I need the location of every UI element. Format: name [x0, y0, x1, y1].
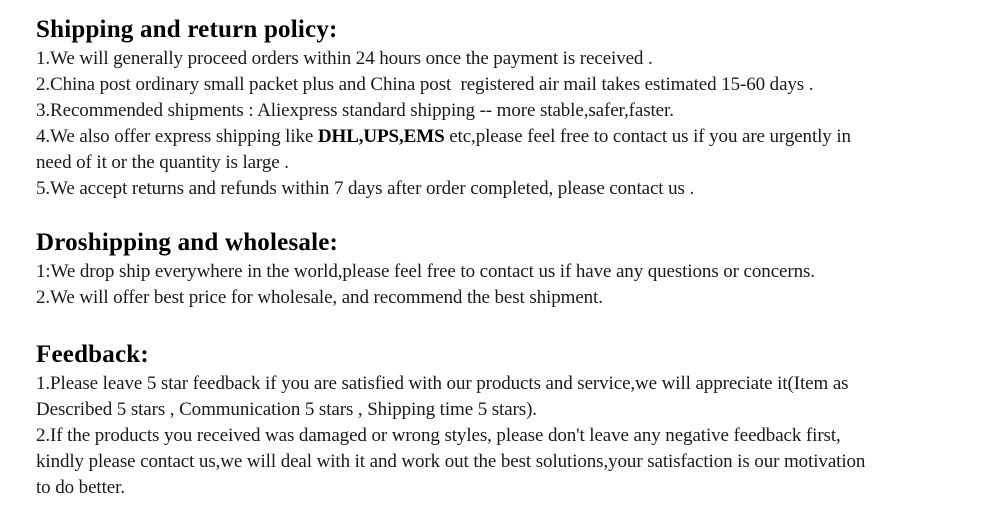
feedback-item-1-line-1: 1.Please leave 5 star feedback if you are satisfied with our products and service,we will appreciate it(Item as: [36, 373, 849, 394]
shipping-policy-item-3: 3.Recommended shipments : Aliexpress standard shipping -- more stable,safer,faster.: [36, 100, 674, 121]
section-dropshipping-wholesale: [36, 227, 970, 311]
shipping-policy-item-4-line-2: need of it or the quantity is large .: [36, 152, 289, 173]
feedback-item-1-line-2: Described 5 stars , Communication 5 stars , Shipping time 5 stars).: [36, 399, 537, 420]
dropshipping-item-2: 2.We will offer best price for wholesale, and recommend the best shipment.: [36, 287, 603, 308]
feedback-item-2-line-2: kindly please contact us,we will deal with it and work out the best solutions,your satisfaction is our motivation: [36, 451, 866, 472]
shipping-policy-item-4-couriers: DHL,UPS,EMS: [317, 126, 445, 147]
feedback-title: Feedback:: [36, 341, 149, 368]
feedback-item-2-line-1: 2.If the products you received was damaged or wrong styles, please don't leave any negative feedback first,: [36, 425, 841, 446]
shipping-policy-title: Shipping and return policy:: [36, 16, 338, 43]
shipping-policy-item-1: 1.We will generally proceed orders within 24 hours once the payment is received .: [36, 48, 653, 69]
dropshipping-item-1: 1:We drop ship everywhere in the world,please feel free to contact us if have any questions or concerns.: [36, 261, 815, 282]
shipping-policy-item-4-post: etc,please feel free to contact us if you are urgently in: [444, 126, 851, 147]
feedback-item-2-line-3: to do better.: [36, 477, 125, 498]
shipping-policy-item-5: 5.We accept returns and refunds within 7 days after order completed, please contact us .: [36, 178, 695, 199]
shipping-policy-item-4-line-1: [36, 124, 970, 150]
dropshipping-title: Droshipping and wholesale:: [36, 229, 339, 256]
section-feedback: [36, 339, 970, 501]
shipping-policy-item-2: 2.China post ordinary small packet plus and China post registered air mail takes estimated 15-60 days .: [36, 74, 814, 95]
section-shipping-return-policy: [36, 14, 970, 202]
shipping-policy-item-4-pre: 4.We also offer express shipping like: [36, 126, 318, 147]
